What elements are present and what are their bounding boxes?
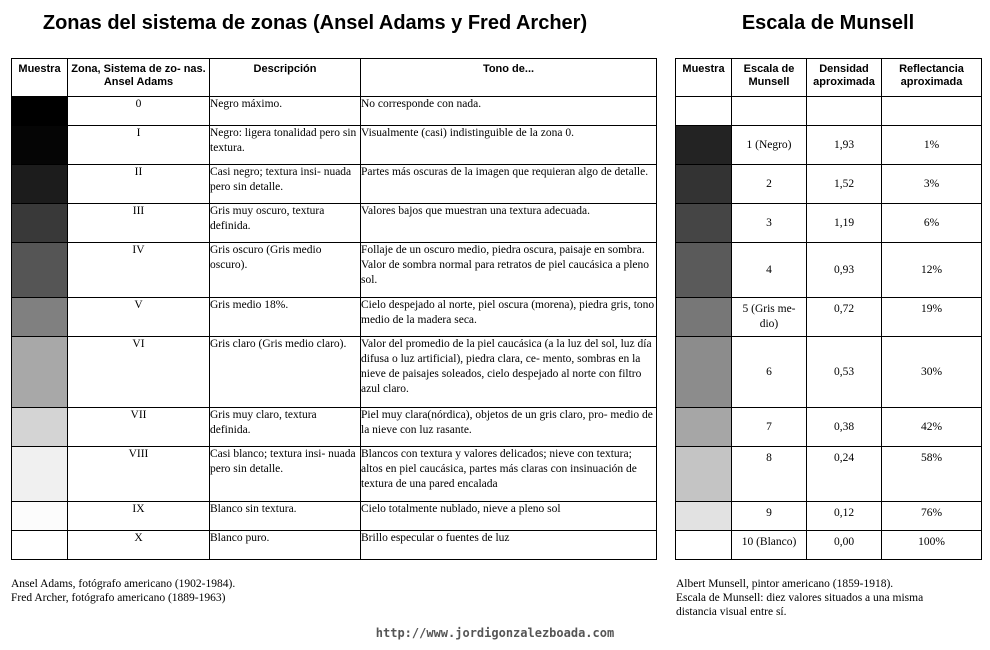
munsell-density: 0,12 <box>807 502 882 531</box>
munsell-sample-swatch <box>676 447 732 502</box>
zones-header-description: Descripción <box>210 59 361 97</box>
zone-tone: No corresponde con nada. <box>361 97 657 126</box>
munsell-density: 0,24 <box>807 447 882 502</box>
zone-number: I <box>68 126 210 165</box>
zone-description: Blanco sin textura. <box>210 502 361 531</box>
zone-description: Blanco puro. <box>210 531 361 560</box>
table-row <box>12 126 657 165</box>
table-row <box>676 408 982 447</box>
zone-description: Negro: ligera tonalidad pero sin textura. <box>210 126 361 165</box>
munsell-scale: 4 <box>732 243 807 298</box>
zone-description: Gris oscuro (Gris medio oscuro). <box>210 243 361 298</box>
notes-munsell <box>676 577 976 619</box>
zones-header-tone: Tono de... <box>361 59 657 97</box>
zone-number: VII <box>68 408 210 447</box>
munsell-scale: 1 (Negro) <box>732 126 807 165</box>
munsell-density: 0,72 <box>807 298 882 337</box>
zone-tone: Follaje de un oscuro medio, piedra oscura, paisaje en sombra. Valor de sombra normal para retratos de piel caucásica a pleno sol. <box>361 243 657 298</box>
zone-sample-swatch <box>12 204 68 243</box>
zones-title: Zonas del sistema de zonas (Ansel Adams y Fred Archer) <box>42 12 588 34</box>
munsell-reflectance: 42% <box>882 408 982 447</box>
table-row <box>676 531 982 560</box>
table-row <box>12 502 657 531</box>
munsell-reflectance: 76% <box>882 502 982 531</box>
munsell-sample-swatch <box>676 243 732 298</box>
zone-sample-swatch <box>12 298 68 337</box>
zones-table <box>11 58 657 560</box>
munsell-sample-swatch <box>676 531 732 560</box>
munsell-reflectance: 58% <box>882 447 982 502</box>
table-row <box>676 447 982 502</box>
munsell-sample-swatch <box>676 126 732 165</box>
munsell-title: Escala de Munsell <box>741 12 915 34</box>
munsell-density: 0,00 <box>807 531 882 560</box>
zone-tone: Visualmente (casi) indistinguible de la zona 0. <box>361 126 657 165</box>
zone-sample-swatch <box>12 165 68 204</box>
note-line: distancia visual entre sí. <box>676 606 787 618</box>
zone-number: V <box>68 298 210 337</box>
munsell-scale: 9 <box>732 502 807 531</box>
zone-number: IX <box>68 502 210 531</box>
zone-sample-swatch <box>12 447 68 502</box>
zones-header-zone: Zona, Sistema de zo- nas. Ansel Adams <box>68 59 210 97</box>
zone-description: Casi negro; textura insi- nuada pero sin detalle. <box>210 165 361 204</box>
munsell-density: 0,93 <box>807 243 882 298</box>
munsell-density: 0,53 <box>807 337 882 408</box>
munsell-reflectance: 6% <box>882 204 982 243</box>
zone-sample-swatch <box>12 243 68 298</box>
table-row <box>676 298 982 337</box>
zones-header-sample: Muestra <box>12 59 68 97</box>
munsell-scale: 3 <box>732 204 807 243</box>
zone-tone: Cielo despejado al norte, piel oscura (morena), piedra gris, tono medio de la madera seca. <box>361 298 657 337</box>
munsell-density: 1,52 <box>807 165 882 204</box>
munsell-header-sample: Muestra <box>676 59 732 97</box>
zone-tone: Valor del promedio de la piel caucásica (a la luz del sol, luz día difusa o luz artificial), piedra clara, ce- mento, sombras en la nieve de paisajes soleados, cielo despejado al norte con filtro azul claro. <box>361 337 657 408</box>
munsell-scale: 5 (Gris me- dio) <box>732 298 807 337</box>
munsell-scale: 10 (Blanco) <box>732 531 807 560</box>
zone-number: 0 <box>68 97 210 126</box>
zone-number: VIII <box>68 447 210 502</box>
munsell-scale: 2 <box>732 165 807 204</box>
zone-sample-swatch <box>12 531 68 560</box>
munsell-scale: 8 <box>732 447 807 502</box>
zone-description: Gris claro (Gris medio claro). <box>210 337 361 408</box>
table-row <box>12 531 657 560</box>
zone-sample-swatch <box>12 97 68 126</box>
munsell-sample-swatch <box>676 408 732 447</box>
munsell-reflectance: 1% <box>882 126 982 165</box>
munsell-density: 0,38 <box>807 408 882 447</box>
zone-description: Gris medio 18%. <box>210 298 361 337</box>
zone-tone: Partes más oscuras de la imagen que requieran algo de detalle. <box>361 165 657 204</box>
munsell-sample-swatch <box>676 204 732 243</box>
table-row <box>12 165 657 204</box>
munsell-sample-swatch <box>676 337 732 408</box>
munsell-reflectance: 12% <box>882 243 982 298</box>
table-row <box>12 337 657 408</box>
table-row <box>12 243 657 298</box>
table-row <box>676 204 982 243</box>
zone-tone: Brillo especular o fuentes de luz <box>361 531 657 560</box>
zone-description: Gris muy claro, textura definida. <box>210 408 361 447</box>
zone-description: Gris muy oscuro, textura definida. <box>210 204 361 243</box>
table-row <box>676 243 982 298</box>
munsell-table <box>675 58 982 560</box>
note-line: Fred Archer, fotógrafo americano (1889-1963) <box>11 592 226 604</box>
zone-tone: Piel muy clara(nórdica), objetos de un gris claro, pro- medio de la nieve con luz rasante. <box>361 408 657 447</box>
munsell-reflectance: 3% <box>882 165 982 204</box>
zone-sample-swatch <box>12 408 68 447</box>
munsell-header-scale: Escala de Munsell <box>732 59 807 97</box>
munsell-reflectance: 19% <box>882 298 982 337</box>
table-row <box>676 337 982 408</box>
zone-number: III <box>68 204 210 243</box>
zone-sample-swatch <box>12 337 68 408</box>
munsell-reflectance <box>882 97 982 126</box>
munsell-reflectance: 100% <box>882 531 982 560</box>
notes-photographers <box>11 577 431 605</box>
munsell-sample-swatch <box>676 165 732 204</box>
table-row <box>676 502 982 531</box>
table-row <box>12 204 657 243</box>
munsell-scale <box>732 97 807 126</box>
zone-description: Casi blanco; textura insi- nuada pero sin detalle. <box>210 447 361 502</box>
munsell-scale: 6 <box>732 337 807 408</box>
munsell-reflectance: 30% <box>882 337 982 408</box>
zone-sample-swatch <box>12 126 68 165</box>
munsell-density: 1,19 <box>807 204 882 243</box>
table-row <box>12 298 657 337</box>
table-row <box>676 165 982 204</box>
zone-sample-swatch <box>12 502 68 531</box>
zone-number: II <box>68 165 210 204</box>
munsell-sample-swatch <box>676 97 732 126</box>
note-line: Escala de Munsell: diez valores situados a una misma <box>676 592 924 604</box>
munsell-sample-swatch <box>676 298 732 337</box>
zone-tone: Blancos con textura y valores delicados; nieve con textura; altos en piel caucásica, partes más claras con insinuación de textura de una pared encalada <box>361 447 657 502</box>
munsell-sample-swatch <box>676 502 732 531</box>
munsell-scale: 7 <box>732 408 807 447</box>
website-url: http://www.jordigonzalezboada.com <box>375 626 615 640</box>
munsell-density <box>807 97 882 126</box>
table-row <box>12 408 657 447</box>
table-row <box>12 97 657 126</box>
munsell-density: 1,93 <box>807 126 882 165</box>
zone-number: X <box>68 531 210 560</box>
zone-number: IV <box>68 243 210 298</box>
zone-tone: Valores bajos que muestran una textura adecuada. <box>361 204 657 243</box>
zone-tone: Cielo totalmente nublado, nieve a pleno sol <box>361 502 657 531</box>
munsell-header-density: Densidad aproximada <box>807 59 882 97</box>
note-line: Ansel Adams, fotógrafo americano (1902-1984). <box>11 578 236 590</box>
zone-description: Negro máximo. <box>210 97 361 126</box>
note-line: Albert Munsell, pintor americano (1859-1918). <box>676 578 894 590</box>
munsell-header-reflectance: Reflectancia aproximada <box>882 59 982 97</box>
table-row <box>676 126 982 165</box>
table-row <box>12 447 657 502</box>
zone-number: VI <box>68 337 210 408</box>
table-row <box>676 97 982 126</box>
